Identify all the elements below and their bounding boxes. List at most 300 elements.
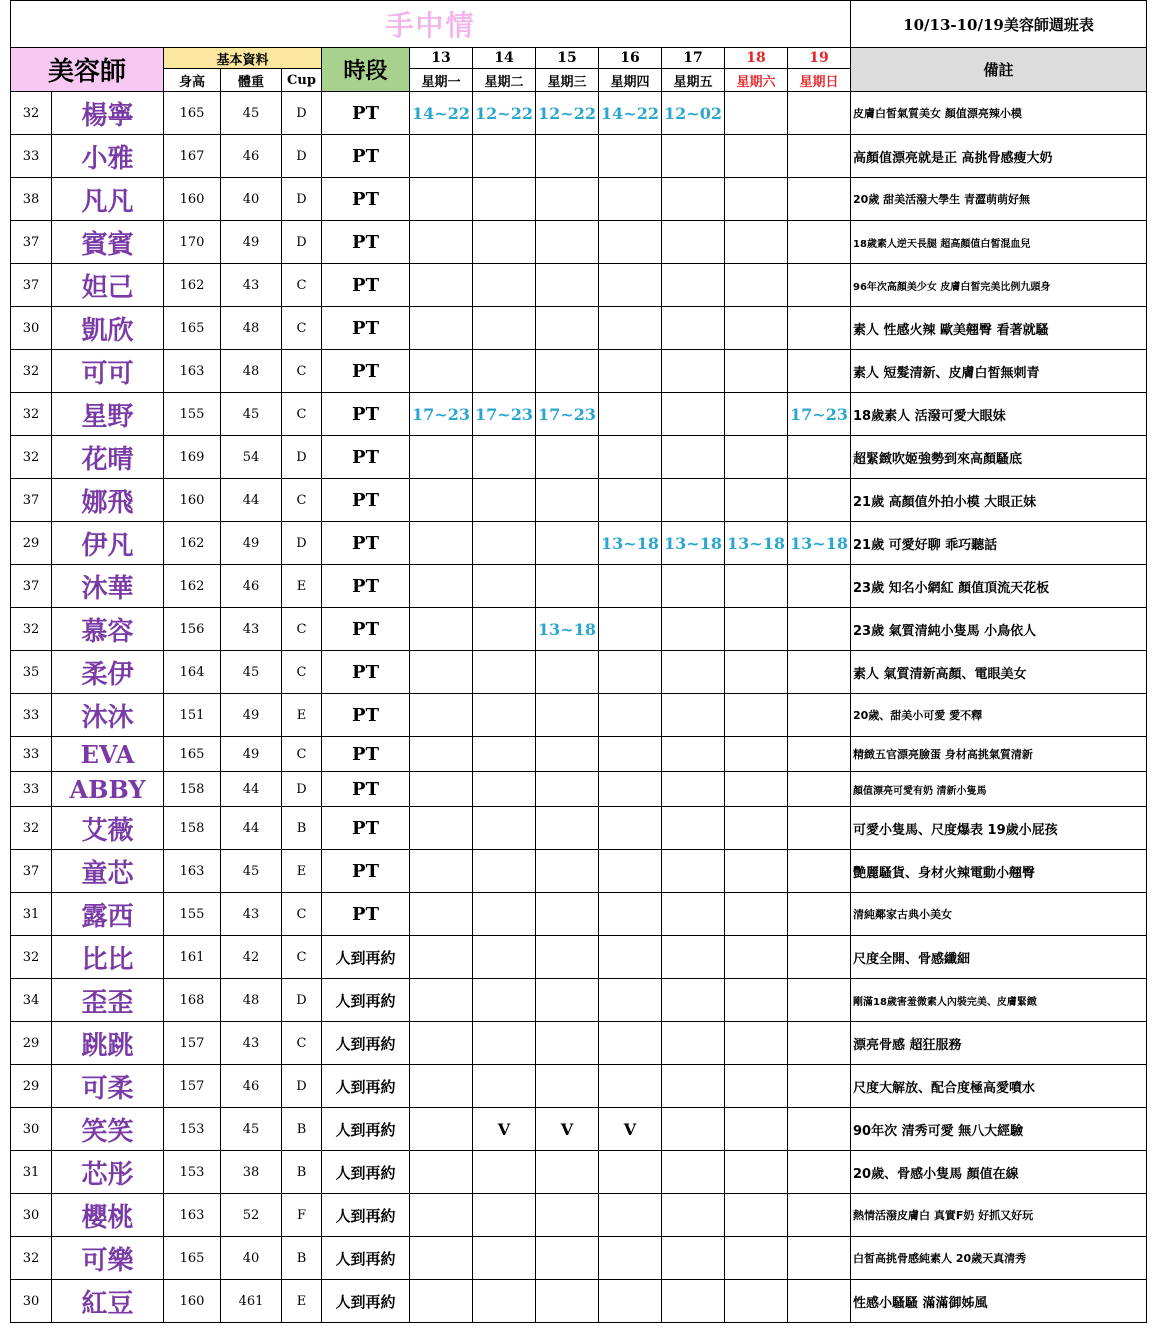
- slot-cell: PT: [322, 221, 410, 264]
- note-cell: 18歲素人 活潑可愛大眼妹: [851, 393, 1147, 436]
- header-cup: Cup: [282, 69, 322, 92]
- note-cell: 23歲 知名小網紅 顏值頂流天花板: [851, 565, 1147, 608]
- day-cell: [662, 178, 725, 221]
- day-cell: V: [536, 1108, 599, 1151]
- day-cell: [788, 737, 851, 772]
- height-cell: 165: [164, 307, 221, 350]
- day-cell: [536, 979, 599, 1022]
- day-cell: [725, 850, 788, 893]
- weight-cell: 38: [221, 1151, 282, 1194]
- day-cell: [599, 221, 662, 264]
- cup-cell: C: [282, 608, 322, 651]
- table-row: [11, 479, 1147, 522]
- therapist-name: 童芯: [52, 850, 164, 893]
- note-cell: 熱情活潑皮膚白 真實F奶 好抓又好玩: [851, 1194, 1147, 1237]
- day-cell: [725, 135, 788, 178]
- header-weight: 體重: [221, 69, 282, 92]
- therapist-name: 凡凡: [52, 178, 164, 221]
- weight-cell: 44: [221, 772, 282, 807]
- weight-cell: 461: [221, 1280, 282, 1323]
- cup-cell: C: [282, 936, 322, 979]
- height-cell: 163: [164, 850, 221, 893]
- age-cell: 37: [11, 850, 52, 893]
- day-cell: [599, 608, 662, 651]
- therapist-name: 妲己: [52, 264, 164, 307]
- table-row: [11, 1151, 1147, 1194]
- therapist-name: 歪歪: [52, 979, 164, 1022]
- day-cell: [788, 1022, 851, 1065]
- slot-cell: PT: [322, 135, 410, 178]
- table-row: [11, 979, 1147, 1022]
- age-cell: 33: [11, 772, 52, 807]
- age-cell: 37: [11, 479, 52, 522]
- header-weekday: 星期一: [410, 69, 473, 92]
- slot-cell: PT: [322, 436, 410, 479]
- age-cell: 35: [11, 651, 52, 694]
- table-row: [11, 737, 1147, 772]
- day-cell: [410, 936, 473, 979]
- therapist-name: 花晴: [52, 436, 164, 479]
- therapist-name: EVA: [52, 737, 164, 772]
- day-cell: [662, 1065, 725, 1108]
- cup-cell: D: [282, 135, 322, 178]
- age-cell: 32: [11, 936, 52, 979]
- table-row: [11, 436, 1147, 479]
- day-cell: [410, 772, 473, 807]
- table-row: [11, 221, 1147, 264]
- cup-cell: B: [282, 1151, 322, 1194]
- day-cell: [410, 479, 473, 522]
- day-cell: [599, 350, 662, 393]
- table-row: [11, 565, 1147, 608]
- day-cell: [473, 264, 536, 307]
- header-date: 17: [662, 48, 725, 69]
- height-cell: 155: [164, 893, 221, 936]
- slot-cell: PT: [322, 92, 410, 135]
- day-cell: [473, 522, 536, 565]
- slot-cell: PT: [322, 850, 410, 893]
- day-cell: [473, 479, 536, 522]
- day-cell: [410, 893, 473, 936]
- day-cell: 13~18: [599, 522, 662, 565]
- day-cell: [662, 264, 725, 307]
- note-cell: 超緊緻吹姬強勢到來高顏騷底: [851, 436, 1147, 479]
- day-cell: [662, 893, 725, 936]
- day-cell: [788, 178, 851, 221]
- therapist-name: 楊寧: [52, 92, 164, 135]
- day-cell: [662, 1194, 725, 1237]
- table-row: [11, 1237, 1147, 1280]
- therapist-name: 可柔: [52, 1065, 164, 1108]
- therapist-name: 紅豆: [52, 1280, 164, 1323]
- note-cell: 剛滿18歲害羞微素人內裝完美、皮膚緊緻: [851, 979, 1147, 1022]
- day-cell: [599, 1280, 662, 1323]
- day-cell: [788, 893, 851, 936]
- day-cell: [788, 350, 851, 393]
- day-cell: [725, 772, 788, 807]
- day-cell: V: [473, 1108, 536, 1151]
- day-cell: [536, 135, 599, 178]
- table-row: [11, 264, 1147, 307]
- header-name: 美容師: [11, 48, 164, 92]
- header-height: 身高: [164, 69, 221, 92]
- height-cell: 169: [164, 436, 221, 479]
- cup-cell: C: [282, 350, 322, 393]
- table-row: [11, 350, 1147, 393]
- day-cell: [536, 1065, 599, 1108]
- therapist-name: 賓賓: [52, 221, 164, 264]
- table-row: [11, 651, 1147, 694]
- day-cell: [725, 221, 788, 264]
- day-cell: [725, 979, 788, 1022]
- slot-cell: PT: [322, 893, 410, 936]
- age-cell: 32: [11, 608, 52, 651]
- day-cell: [662, 936, 725, 979]
- age-cell: 32: [11, 92, 52, 135]
- day-cell: [410, 264, 473, 307]
- weight-cell: 45: [221, 393, 282, 436]
- slot-cell: PT: [322, 178, 410, 221]
- age-cell: 32: [11, 436, 52, 479]
- day-cell: [599, 436, 662, 479]
- height-cell: 168: [164, 979, 221, 1022]
- age-cell: 32: [11, 393, 52, 436]
- day-cell: [788, 135, 851, 178]
- weight-cell: 49: [221, 737, 282, 772]
- note-cell: 可愛小隻馬、尺度爆表 19歲小屁孩: [851, 807, 1147, 850]
- age-cell: 30: [11, 1194, 52, 1237]
- note-cell: 精緻五官漂亮臉蛋 身材高挑氣質清新: [851, 737, 1147, 772]
- note-cell: 21歲 可愛好聊 乖巧聽話: [851, 522, 1147, 565]
- day-cell: [410, 1065, 473, 1108]
- day-cell: [725, 1151, 788, 1194]
- height-cell: 157: [164, 1065, 221, 1108]
- age-cell: 37: [11, 565, 52, 608]
- day-cell: [725, 1022, 788, 1065]
- cup-cell: B: [282, 1237, 322, 1280]
- day-cell: [473, 893, 536, 936]
- cup-cell: D: [282, 979, 322, 1022]
- day-cell: [410, 850, 473, 893]
- age-cell: 34: [11, 979, 52, 1022]
- header-date: 18: [725, 48, 788, 69]
- day-cell: [788, 479, 851, 522]
- height-cell: 161: [164, 936, 221, 979]
- header-weekday: 星期六: [725, 69, 788, 92]
- height-cell: 153: [164, 1151, 221, 1194]
- therapist-name: 露西: [52, 893, 164, 936]
- therapist-name: 跳跳: [52, 1022, 164, 1065]
- header-notes: 備註: [851, 48, 1147, 92]
- table-row: [11, 893, 1147, 936]
- note-cell: 18歲素人逆天長腿 超高顏值白皙混血兒: [851, 221, 1147, 264]
- day-cell: [599, 1022, 662, 1065]
- day-cell: [473, 307, 536, 350]
- day-cell: [473, 651, 536, 694]
- age-cell: 37: [11, 264, 52, 307]
- header-basic-info: 基本資料: [164, 48, 322, 69]
- slot-cell: PT: [322, 350, 410, 393]
- day-cell: [473, 1022, 536, 1065]
- day-cell: [473, 979, 536, 1022]
- day-cell: [788, 565, 851, 608]
- therapist-name: ABBY: [52, 772, 164, 807]
- day-cell: [473, 1151, 536, 1194]
- day-cell: [536, 221, 599, 264]
- day-cell: V: [599, 1108, 662, 1151]
- header-weekday: 星期三: [536, 69, 599, 92]
- age-cell: 32: [11, 807, 52, 850]
- weight-cell: 46: [221, 565, 282, 608]
- therapist-name: 慕容: [52, 608, 164, 651]
- age-cell: 33: [11, 694, 52, 737]
- day-cell: [536, 737, 599, 772]
- day-cell: [725, 92, 788, 135]
- day-cell: [473, 1065, 536, 1108]
- slot-cell: 人到再約: [322, 1280, 410, 1323]
- day-cell: [599, 264, 662, 307]
- day-cell: [662, 393, 725, 436]
- height-cell: 156: [164, 608, 221, 651]
- age-cell: 30: [11, 307, 52, 350]
- day-cell: [662, 850, 725, 893]
- slot-cell: PT: [322, 694, 410, 737]
- day-cell: [788, 307, 851, 350]
- day-cell: [536, 651, 599, 694]
- note-cell: 23歲 氣質清純小隻馬 小鳥依人: [851, 608, 1147, 651]
- day-cell: [410, 178, 473, 221]
- day-cell: [599, 850, 662, 893]
- weight-cell: 48: [221, 307, 282, 350]
- table-row: [11, 807, 1147, 850]
- slot-cell: PT: [322, 608, 410, 651]
- day-cell: [662, 737, 725, 772]
- height-cell: 163: [164, 350, 221, 393]
- height-cell: 163: [164, 1194, 221, 1237]
- note-cell: 素人 短髮清新、皮膚白皙無刺青: [851, 350, 1147, 393]
- day-cell: [662, 1151, 725, 1194]
- day-cell: [410, 522, 473, 565]
- day-cell: [788, 436, 851, 479]
- day-cell: [599, 807, 662, 850]
- slot-cell: PT: [322, 565, 410, 608]
- therapist-name: 可可: [52, 350, 164, 393]
- table-row: [11, 393, 1147, 436]
- day-cell: [725, 807, 788, 850]
- age-cell: 29: [11, 1022, 52, 1065]
- cup-cell: E: [282, 694, 322, 737]
- therapist-name: 沐華: [52, 565, 164, 608]
- day-cell: 12~22: [473, 92, 536, 135]
- day-cell: [473, 936, 536, 979]
- day-cell: [662, 1108, 725, 1151]
- cup-cell: E: [282, 565, 322, 608]
- table-row: [11, 1108, 1147, 1151]
- day-cell: [662, 479, 725, 522]
- day-cell: [599, 307, 662, 350]
- day-cell: [473, 221, 536, 264]
- day-cell: [788, 936, 851, 979]
- day-cell: [473, 135, 536, 178]
- day-cell: [599, 936, 662, 979]
- day-cell: 13~18: [662, 522, 725, 565]
- day-cell: [410, 979, 473, 1022]
- day-cell: 12~02: [662, 92, 725, 135]
- day-cell: [662, 1237, 725, 1280]
- day-cell: [725, 608, 788, 651]
- day-cell: [410, 651, 473, 694]
- day-cell: [788, 1108, 851, 1151]
- weight-cell: 40: [221, 1237, 282, 1280]
- weight-cell: 49: [221, 221, 282, 264]
- note-cell: 21歲 高顏值外拍小模 大眼正妹: [851, 479, 1147, 522]
- table-row: [11, 850, 1147, 893]
- cup-cell: C: [282, 651, 322, 694]
- note-cell: 尺度大解放、配合度極高愛噴水: [851, 1065, 1147, 1108]
- slot-cell: 人到再約: [322, 1237, 410, 1280]
- table-row: [11, 135, 1147, 178]
- day-cell: [662, 608, 725, 651]
- cup-cell: E: [282, 850, 322, 893]
- age-cell: 30: [11, 1280, 52, 1323]
- age-cell: 33: [11, 135, 52, 178]
- day-cell: [536, 436, 599, 479]
- day-cell: 17~23: [788, 393, 851, 436]
- height-cell: 155: [164, 393, 221, 436]
- day-cell: [410, 565, 473, 608]
- therapist-name: 伊凡: [52, 522, 164, 565]
- table-row: [11, 1194, 1147, 1237]
- day-cell: [725, 651, 788, 694]
- slot-cell: PT: [322, 651, 410, 694]
- cup-cell: C: [282, 479, 322, 522]
- weight-cell: 43: [221, 1022, 282, 1065]
- day-cell: [536, 936, 599, 979]
- height-cell: 157: [164, 1022, 221, 1065]
- day-cell: [788, 608, 851, 651]
- header-weekday: 星期四: [599, 69, 662, 92]
- height-cell: 160: [164, 1280, 221, 1323]
- day-cell: [473, 850, 536, 893]
- header-slot: 時段: [322, 48, 410, 92]
- slot-cell: PT: [322, 264, 410, 307]
- cup-cell: D: [282, 221, 322, 264]
- table-row: [11, 608, 1147, 651]
- height-cell: 160: [164, 479, 221, 522]
- day-cell: [473, 436, 536, 479]
- weight-cell: 49: [221, 522, 282, 565]
- note-cell: 白皙高挑骨感純素人 20歲天真清秀: [851, 1237, 1147, 1280]
- therapist-name: 櫻桃: [52, 1194, 164, 1237]
- day-cell: [410, 1280, 473, 1323]
- day-cell: [473, 178, 536, 221]
- height-cell: 162: [164, 522, 221, 565]
- note-cell: 90年次 清秀可愛 無八大經驗: [851, 1108, 1147, 1151]
- slot-cell: 人到再約: [322, 1194, 410, 1237]
- slot-cell: PT: [322, 522, 410, 565]
- height-cell: 170: [164, 221, 221, 264]
- weight-cell: 45: [221, 651, 282, 694]
- cup-cell: E: [282, 1280, 322, 1323]
- cup-cell: C: [282, 893, 322, 936]
- therapist-name: 比比: [52, 936, 164, 979]
- table-row: [11, 307, 1147, 350]
- day-cell: [410, 1194, 473, 1237]
- day-cell: [788, 807, 851, 850]
- weight-cell: 48: [221, 350, 282, 393]
- day-cell: [725, 264, 788, 307]
- height-cell: 160: [164, 178, 221, 221]
- cup-cell: D: [282, 522, 322, 565]
- week-range: 10/13-10/19美容師週班表: [851, 1, 1147, 48]
- day-cell: [410, 135, 473, 178]
- age-cell: 30: [11, 1108, 52, 1151]
- day-cell: [599, 651, 662, 694]
- header-weekday: 星期二: [473, 69, 536, 92]
- day-cell: [599, 1065, 662, 1108]
- day-cell: [599, 979, 662, 1022]
- cup-cell: D: [282, 772, 322, 807]
- day-cell: [536, 694, 599, 737]
- day-cell: [473, 1194, 536, 1237]
- cup-cell: C: [282, 1022, 322, 1065]
- day-cell: [725, 1237, 788, 1280]
- day-cell: [788, 1194, 851, 1237]
- day-cell: [599, 1194, 662, 1237]
- day-cell: [410, 221, 473, 264]
- note-cell: 性感小騷騷 滿滿御姊風: [851, 1280, 1147, 1323]
- weight-cell: 49: [221, 694, 282, 737]
- day-cell: [473, 737, 536, 772]
- day-cell: [473, 807, 536, 850]
- day-cell: [536, 479, 599, 522]
- day-cell: [662, 135, 725, 178]
- height-cell: 158: [164, 772, 221, 807]
- cup-cell: D: [282, 436, 322, 479]
- day-cell: [536, 522, 599, 565]
- day-cell: [536, 264, 599, 307]
- day-cell: [662, 694, 725, 737]
- header-weekday: 星期五: [662, 69, 725, 92]
- day-cell: [788, 850, 851, 893]
- day-cell: [788, 694, 851, 737]
- day-cell: [788, 1151, 851, 1194]
- day-cell: 13~18: [788, 522, 851, 565]
- day-cell: [599, 1237, 662, 1280]
- cup-cell: B: [282, 807, 322, 850]
- day-cell: [536, 307, 599, 350]
- height-cell: 165: [164, 737, 221, 772]
- weight-cell: 44: [221, 807, 282, 850]
- therapist-name: 柔伊: [52, 651, 164, 694]
- slot-cell: PT: [322, 307, 410, 350]
- weight-cell: 46: [221, 135, 282, 178]
- day-cell: [662, 307, 725, 350]
- day-cell: [788, 651, 851, 694]
- day-cell: [725, 565, 788, 608]
- age-cell: 33: [11, 737, 52, 772]
- day-cell: [410, 1108, 473, 1151]
- weight-cell: 40: [221, 178, 282, 221]
- therapist-name: 可樂: [52, 1237, 164, 1280]
- height-cell: 153: [164, 1108, 221, 1151]
- height-cell: 162: [164, 264, 221, 307]
- day-cell: [788, 92, 851, 135]
- table-row: [11, 936, 1147, 979]
- day-cell: [473, 565, 536, 608]
- therapist-name: 芯彤: [52, 1151, 164, 1194]
- day-cell: [536, 1151, 599, 1194]
